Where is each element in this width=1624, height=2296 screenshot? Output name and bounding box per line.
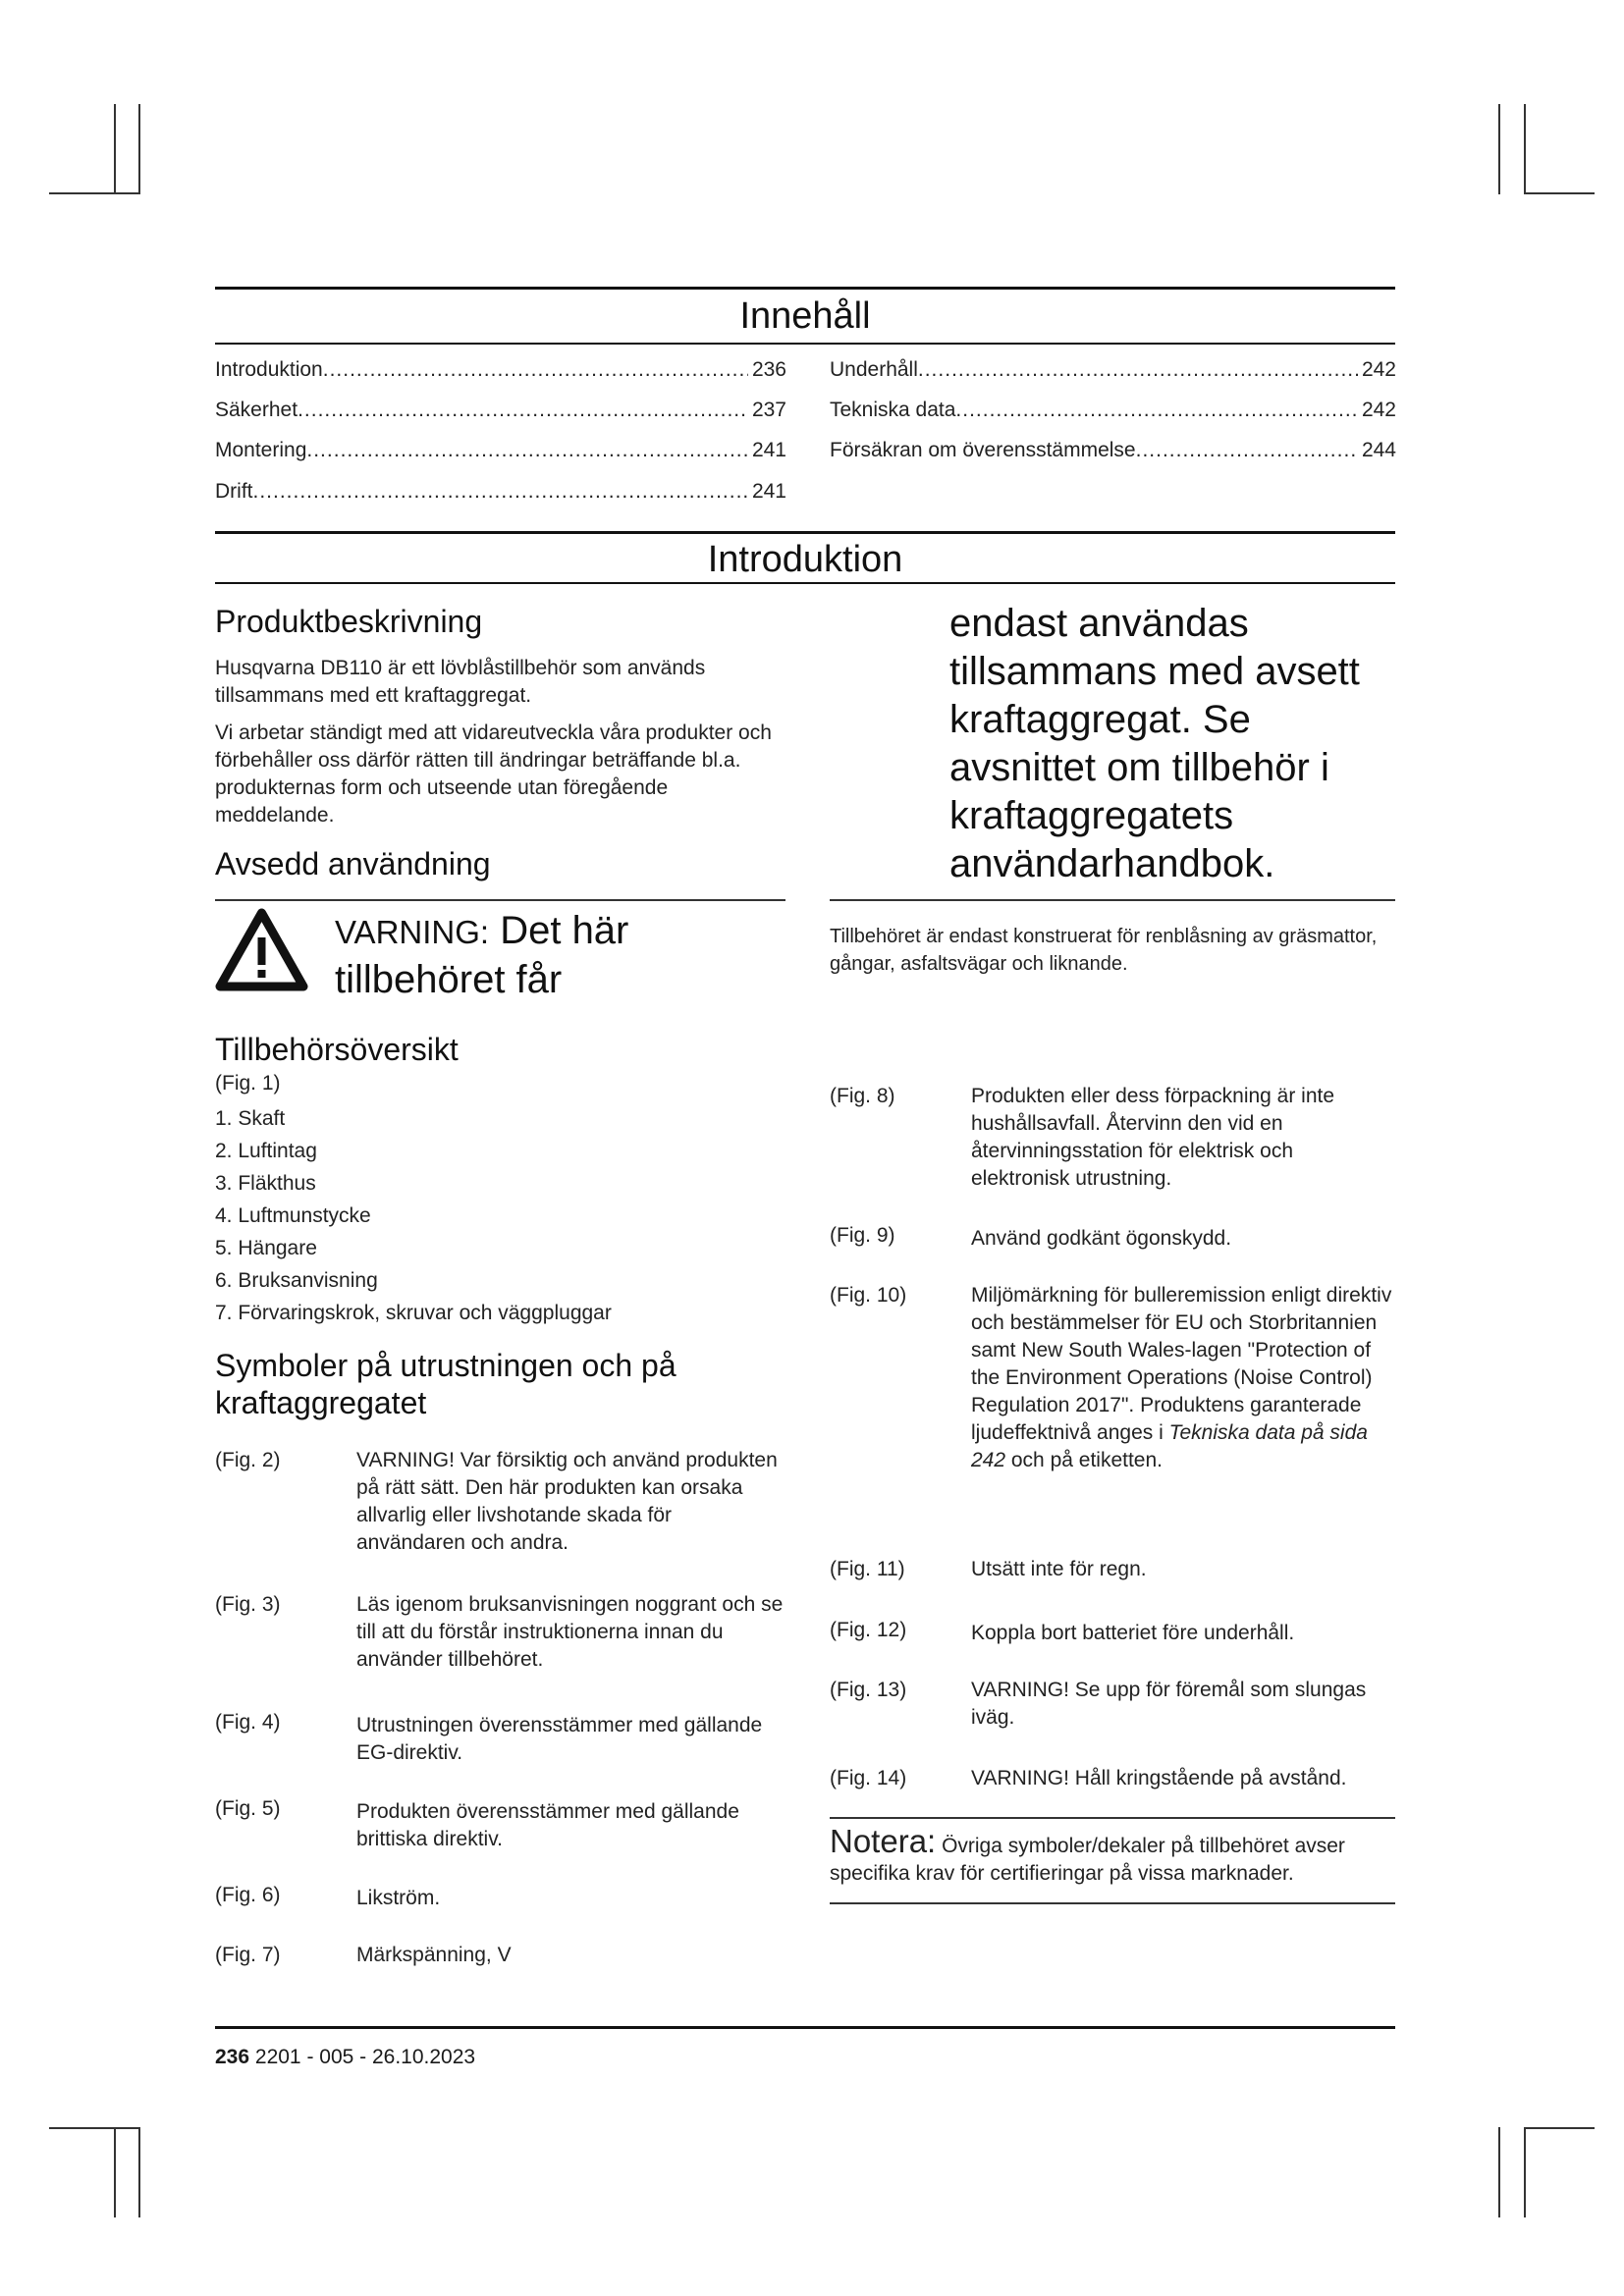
fig-text: Utrustningen överensstämmer med gällande EG-direktiv. [356, 1714, 763, 1764]
fig-text: Koppla bort batteriet före underhåll. [971, 1622, 1295, 1644]
symbol-row [215, 1942, 785, 1971]
toc-label: Underhåll [830, 358, 918, 381]
overview-heading: Tillbehörsöversikt [215, 1032, 459, 1067]
crop-mark [49, 192, 139, 194]
page-number: 236 [215, 2046, 250, 2068]
toc-entry[interactable] [215, 357, 786, 383]
note-top-rule [830, 1817, 1395, 1819]
crop-mark [138, 104, 140, 194]
fig-text: Märkspänning, V [356, 1944, 512, 1966]
fig-text: Produkten eller dess förpackning är inte hushållsavfall. Återvinn den vid en återvinningsstation för elektrisk och elektronisk utrustning. [971, 1085, 1335, 1190]
crop-mark [114, 2127, 116, 2217]
fig-text-part: och på etiketten. [1005, 1449, 1163, 1471]
fig-text: Utsätt inte för regn. [971, 1558, 1147, 1580]
fig-label: (Fig. 10) [830, 1284, 907, 1307]
fig-label: (Fig. 13) [830, 1679, 907, 1701]
doc-info: 2201 - 005 - 26.10.2023 [254, 2046, 476, 2068]
fig-label: (Fig. 12) [830, 1619, 907, 1641]
footer [215, 2045, 475, 2070]
note-label: Notera: [830, 1823, 937, 1859]
fig-label: (Fig. 8) [830, 1085, 895, 1107]
toc-entry[interactable] [830, 398, 1396, 423]
fig-text-part: Miljömärkning för bulleremission enligt direktiv och bestämmelser för EU och Storbritannien samt New South Wales-lagen "Protection of the Environment Operations (Noise Control) Regulation 2017". Produktens garanterade ljudeffektnivå anges i [971, 1284, 1392, 1444]
product-paragraph-1: Husqvarna DB110 är ett lövblåstillbehör som används tillsammans med ett kraftaggregat. [215, 657, 706, 707]
fig-text: Likström. [356, 1887, 441, 1909]
fig-label: (Fig. 7) [215, 1944, 281, 1966]
warning-triangle-icon [215, 908, 308, 991]
list-item: 4. Luftmunstycke [215, 1204, 371, 1227]
fig-text: VARNING! Var försiktig och använd produkten på rätt sätt. Den här produkten kan orsaka allvarlig eller livshotande skada för användaren och andra. [356, 1449, 778, 1554]
crop-mark [1524, 192, 1595, 194]
toc-label: Säkerhet [215, 399, 298, 421]
crop-mark [1498, 104, 1500, 194]
list-item: 6. Bruksanvisning [215, 1269, 378, 1292]
fig-text: VARNING! Se upp för föremål som slungas iväg. [971, 1679, 1367, 1729]
fig-label: (Fig. 5) [215, 1797, 281, 1820]
product-heading: Produktbeskrivning [215, 604, 483, 639]
toc-page: 242 [1361, 399, 1396, 421]
fig-label: (Fig. 11) [830, 1558, 905, 1580]
warning-top-rule [215, 899, 785, 901]
toc-page: 236 [751, 358, 786, 381]
list-item: 2. Luftintag [215, 1140, 317, 1162]
symbol-row [830, 1617, 1395, 1646]
toc-entry[interactable] [215, 479, 786, 505]
fig-label: (Fig. 2) [215, 1449, 281, 1471]
crop-mark [138, 2127, 140, 2217]
intro-top-rule [215, 531, 1395, 534]
toc-top-rule [215, 287, 1395, 290]
note [830, 1824, 1395, 1888]
toc-entry[interactable] [215, 438, 786, 463]
toc-page: 237 [751, 399, 786, 421]
fig-label: (Fig. 9) [830, 1224, 895, 1247]
symbol-row [830, 1556, 1395, 1585]
toc-page: 241 [751, 439, 786, 461]
cross-reference-link[interactable]: Tekniska data på sida 242 [971, 1421, 1368, 1471]
crop-mark [114, 104, 116, 194]
symbol-row [830, 1222, 1395, 1252]
toc-entry[interactable] [830, 438, 1396, 463]
symbol-row [215, 1591, 785, 1674]
symbol-row [215, 1447, 785, 1557]
intro-title: Introduktion [707, 539, 903, 580]
symbol-row [215, 1795, 785, 1850]
fig-text: VARNING! Håll kringstående på avstånd. [971, 1767, 1347, 1789]
warning-label: VARNING: [335, 914, 490, 950]
fig-text: Produkten överensstämmer med gällande brittiska direktiv. [356, 1800, 739, 1850]
warning-text-start: Det här tillbehöret får [335, 909, 629, 1001]
note-text: Övriga symboler/dekaler på tillbehöret avser specifika krav för certifieringar på vissa marknader. [830, 1835, 1345, 1885]
intro-title-rule [215, 582, 1395, 584]
warning-bottom-rule [830, 899, 1395, 901]
use-heading: Avsedd användning [215, 846, 491, 881]
symbol-row [830, 1765, 1395, 1794]
fig-label: (Fig. 3) [215, 1593, 281, 1616]
symbol-row [830, 1677, 1395, 1732]
crop-mark [1498, 2127, 1500, 2217]
crop-mark [1524, 2127, 1526, 2217]
list-item: 1. Skaft [215, 1107, 286, 1130]
fig-text: Använd godkänt ögonskydd. [971, 1227, 1232, 1250]
toc-label: Försäkran om överensstämmelse [830, 439, 1136, 461]
symbols-heading: Symboler på utrustningen och på kraftaggregatet [215, 1348, 677, 1420]
list-item: 5. Hängare [215, 1237, 317, 1259]
overview-fig: (Fig. 1) [215, 1072, 281, 1095]
fig-label: (Fig. 14) [830, 1767, 907, 1789]
fig-label: (Fig. 4) [215, 1711, 281, 1734]
toc-page: 242 [1361, 358, 1396, 381]
toc-label: Montering [215, 439, 307, 461]
list-item: 3. Fläkthus [215, 1172, 316, 1195]
crop-mark [49, 2127, 139, 2129]
symbol-row [215, 1709, 785, 1764]
symbol-row [830, 1282, 1395, 1529]
toc-entry[interactable] [215, 398, 786, 423]
list-item: 7. Förvaringskrok, skruvar och väggpluggar [215, 1302, 612, 1324]
symbol-row [215, 1882, 785, 1911]
toc-label: Drift [215, 480, 253, 503]
toc-label: Tekniska data [830, 399, 956, 421]
note-bottom-rule [830, 1902, 1395, 1904]
product-paragraph-2: Vi arbetar ständigt med att vidareutveckla våra produkter och förbehåller oss därför rätten till ändringar beträffande bl.a. produkternas form och utseende utan föregående meddelande. [215, 721, 772, 827]
symbol-row [830, 1083, 1395, 1193]
use-text: Tillbehöret är endast konstruerat för renblåsning av gräsmattor, gångar, asfaltsvägar och liknande. [830, 926, 1378, 975]
toc-page: 244 [1361, 439, 1396, 461]
footer-rule [215, 2026, 1395, 2029]
toc-title-rule [215, 343, 1395, 345]
toc-entry[interactable] [830, 357, 1396, 383]
toc-title: Innehåll [739, 295, 871, 337]
warning-text-continued: endast användas tillsammans med avsett kraftaggregat. Se avsnittet om tillbehör i kraftaggregatets användarhandbok. [949, 602, 1360, 885]
fig-text [971, 1282, 1395, 1474]
crop-mark [1524, 2127, 1595, 2129]
fig-text: Läs igenom bruksanvisningen noggrant och se till att du förstår instruktionerna innan du använder tillbehöret. [356, 1593, 784, 1671]
crop-mark [1524, 104, 1526, 194]
warning-text [335, 907, 659, 1004]
toc-label: Introduktion [215, 358, 323, 381]
fig-label: (Fig. 6) [215, 1884, 281, 1906]
toc-page: 241 [751, 480, 786, 503]
